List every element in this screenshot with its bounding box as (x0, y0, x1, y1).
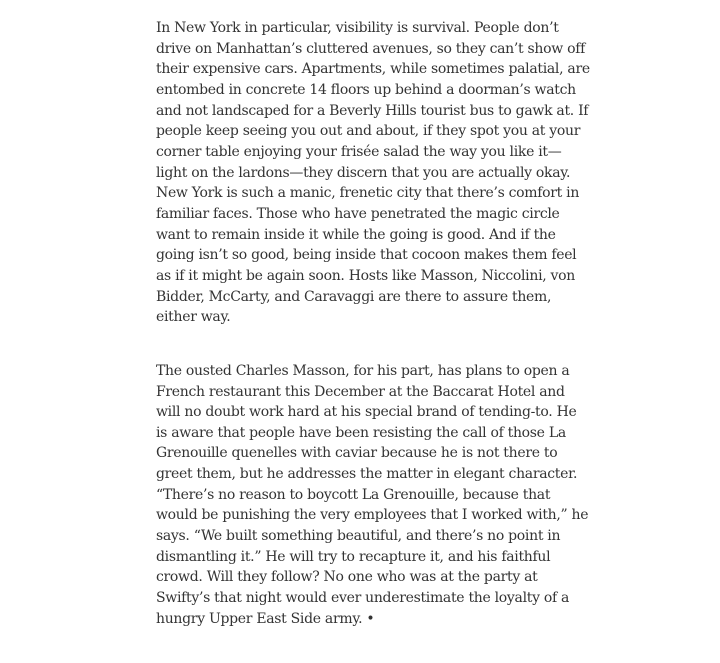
text-line: either way. (156, 309, 231, 326)
text-line: drive on Manhattan’s cluttered avenues, so they can’t show off (156, 40, 585, 57)
text-line: want to remain inside it while the going is good. And if the (156, 226, 556, 243)
text-line: Swifty’s that night would ever underestimate the loyalty of a (156, 590, 570, 607)
text-line: French restaurant this December at the Baccarat Hotel and (156, 383, 565, 400)
text-line: corner table enjoying your frisée salad the way you like it— (156, 143, 562, 160)
text-line: going isn’t so good, being inside that cocoon makes them feel (156, 247, 577, 264)
text-line: New York is such a manic, frenetic city that there’s comfort in (156, 185, 580, 202)
text-line: as if it might be again soon. Hosts like Masson, Niccolini, von (156, 267, 576, 284)
text-line: will no doubt work hard at his special brand of tending-to. He (156, 404, 577, 421)
text-line: crowd. Will they follow? No one who was at the party at (156, 569, 538, 586)
text-line: their expensive cars. Apartments, while sometimes palatial, are (156, 61, 590, 78)
text-line: light on the lardons—they discern that you are actually okay. (156, 164, 571, 181)
paragraph-2 (156, 361, 589, 630)
text-line: would be punishing the very employees that I worked with,” he (156, 507, 589, 524)
text-line: The ousted Charles Masson, for his part, has plans to open a (156, 362, 570, 379)
text-line: is aware that people have been resisting the call of those La (156, 424, 566, 441)
text-line: Bidder, McCarty, and Caravaggi are there to assure them, (156, 288, 552, 305)
article-body (156, 18, 590, 629)
text-line: dismantling it.” He will try to recapture it, and his faithful (156, 548, 551, 565)
text-line: and not landscaped for a Beverly Hills tourist bus to gawk at. If (156, 102, 589, 119)
text-line: In New York in particular, visibility is survival. People don’t (156, 20, 559, 36)
text-line: Grenouille quenelles with caviar because he is not there to (156, 445, 558, 462)
text-line: greet them, but he addresses the matter in elegant character. (156, 466, 578, 483)
text-line: entombed in concrete 14 floors up behind a doorman’s watch (156, 81, 576, 98)
text-line: familiar faces. Those who have penetrated the magic circle (156, 205, 560, 222)
text-line: hungry Upper East Side army. • (156, 610, 375, 627)
text-line: people keep seeing you out and about, if they spot you at your (156, 123, 581, 140)
text-line: “There’s no reason to boycott La Grenouille, because that (156, 486, 551, 503)
text-line: says. “We built something beautiful, and there’s no point in (156, 528, 561, 545)
paragraph-1 (156, 18, 590, 328)
paragraph-spacer (156, 328, 566, 361)
